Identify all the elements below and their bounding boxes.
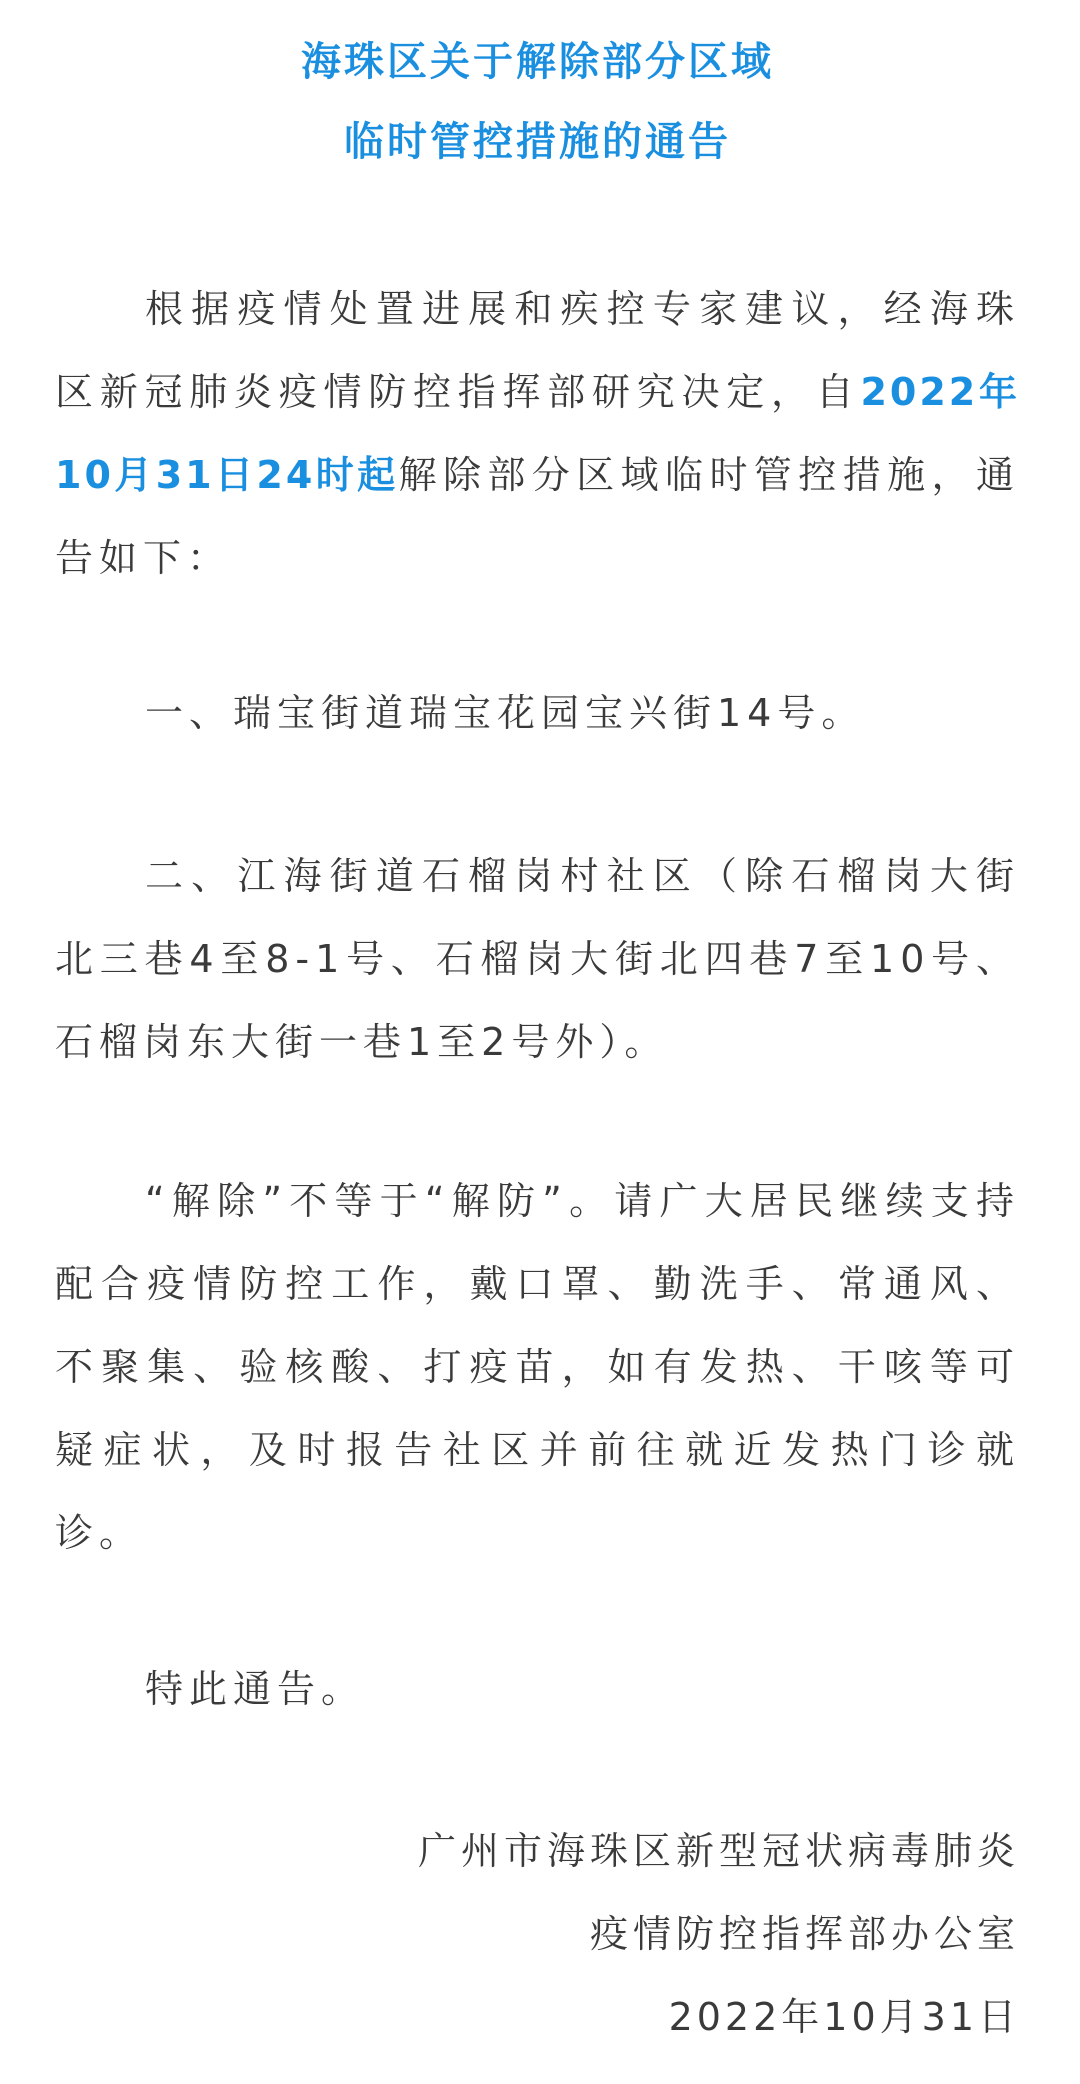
signature-date: 2022年10月31日 [668,1995,1020,2039]
intro-paragraph [55,268,1020,600]
effective-time-highlight: 2022年10月31日24时起 [55,370,1020,497]
intro-text-after: 解除部分区域临时管控措施，通告如下： [55,453,1020,580]
list-item-1: 一、瑞宝街道瑞宝花园宝兴街14号。 [145,691,866,735]
intro-text-before: 根据疫情处置进展和疾控专家建议，经海珠区新冠肺炎疫情防控指挥部研究决定，自 [55,287,1020,414]
signature-org-line-1: 广州市海珠区新型冠状病毒肺炎 [417,1829,1020,1873]
list-item-2: 二、江海街道石榴岗村社区（除石榴岗大街北三巷4至8-1号、石榴岗大街北四巷7至10号、石榴岗东大街一巷1至2号外）。 [55,854,1020,1064]
title-line-2: 临时管控措施的通告 [344,119,731,165]
closing-text: 特此通告。 [145,1667,366,1711]
notice-paragraph: “解除”不等于“解防”。请广大居民继续支持配合疫情防控工作，戴口罩、勤洗手、常通风、不聚集、验核酸、打疫苗，如有发热、干咳等可疑症状，及时报告社区并前往就近发热门诊就诊。 [55,1179,1020,1555]
signature-org-line-2: 疫情防控指挥部办公室 [589,1912,1020,1956]
title-line-1: 海珠区关于解除部分区域 [301,39,774,85]
